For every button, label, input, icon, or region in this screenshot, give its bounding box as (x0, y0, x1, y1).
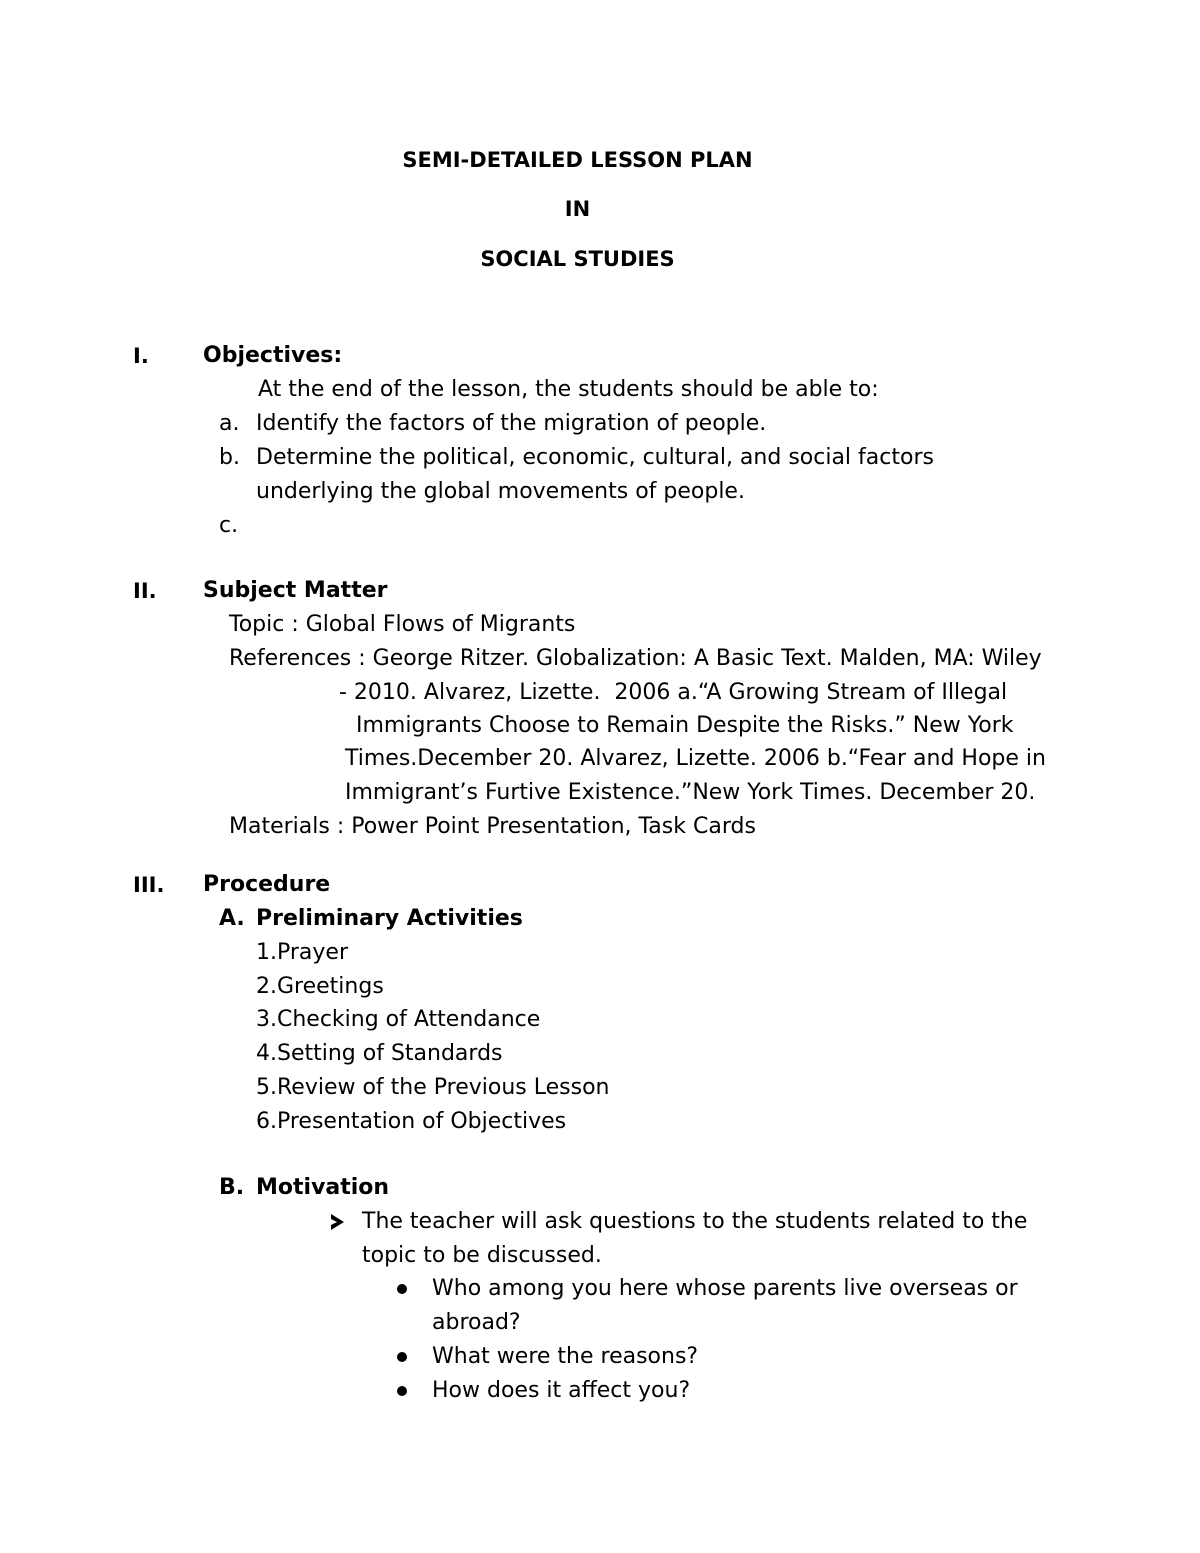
section-numeral-objectives: I. (133, 344, 149, 368)
question-1-line-2: abroad? (432, 1310, 521, 1335)
bullet-dot-icon (397, 1386, 407, 1396)
document-title-line-1: SEMI-DETAILED LESSON PLAN (402, 148, 753, 172)
references-line-5: Immigrant’s Furtive Existence.”New York Times. December 20. (345, 780, 1036, 805)
subsection-heading-preliminary: Preliminary Activities (256, 906, 523, 931)
preliminary-item: 5.Review of the Previous Lesson (256, 1075, 610, 1100)
preliminary-item: 6.Presentation of Objectives (256, 1109, 567, 1134)
objective-letter-b: b. (219, 445, 240, 470)
subject-topic: Topic : Global Flows of Migrants (229, 612, 576, 637)
preliminary-item: 4.Setting of Standards (256, 1041, 503, 1066)
document-title-line-2: IN (564, 197, 591, 221)
objective-a-line-1: Identify the factors of the migration of people. (256, 411, 767, 436)
bullet-dot-icon (397, 1352, 407, 1362)
references-line-1: References : George Ritzer. Globalization: A Basic Text. Malden, MA: Wiley (229, 646, 1042, 671)
bullet-dot-icon (397, 1284, 407, 1294)
objective-letter-c: c. (219, 513, 239, 538)
section-heading-procedure: Procedure (203, 872, 331, 897)
section-numeral-subject-matter: II. (133, 579, 157, 603)
section-numeral-procedure: III. (133, 873, 165, 897)
subsection-letter-motivation: B. (219, 1175, 245, 1200)
references-line-4: Times.December 20. Alvarez, Lizette. 2006 b.“Fear and Hope in (345, 746, 1046, 771)
motivation-arrow-line-1: The teacher will ask questions to the students related to the (362, 1209, 1028, 1234)
objectives-intro: At the end of the lesson, the students should be able to: (258, 377, 879, 402)
subject-materials: Materials : Power Point Presentation, Task Cards (229, 814, 756, 839)
preliminary-item: 3.Checking of Attendance (256, 1007, 541, 1032)
subsection-letter-preliminary: A. (219, 906, 245, 931)
question-3-line-1: How does it affect you? (432, 1378, 691, 1403)
objective-b-line-2: underlying the global movements of people. (256, 479, 745, 504)
references-line-2: - 2010. Alvarez, Lizette. 2006 a.“A Growing Stream of Illegal (339, 680, 1008, 705)
section-heading-subject-matter: Subject Matter (203, 578, 388, 603)
question-1-line-1: Who among you here whose parents live overseas or (432, 1276, 1018, 1301)
question-2-line-1: What were the reasons? (432, 1344, 699, 1369)
references-line-3: Immigrants Choose to Remain Despite the Risks.” New York (356, 713, 1014, 738)
objective-letter-a: a. (219, 411, 240, 436)
arrow-bullet-icon (331, 1214, 344, 1230)
section-heading-objectives: Objectives: (203, 343, 343, 368)
subsection-heading-motivation: Motivation (256, 1175, 390, 1200)
objective-b-line-1: Determine the political, economic, cultural, and social factors (256, 445, 934, 470)
preliminary-item: 1.Prayer (256, 940, 348, 965)
motivation-arrow-line-2: topic to be discussed. (362, 1243, 602, 1268)
preliminary-item: 2.Greetings (256, 974, 384, 999)
document-title-line-3: SOCIAL STUDIES (480, 247, 675, 271)
